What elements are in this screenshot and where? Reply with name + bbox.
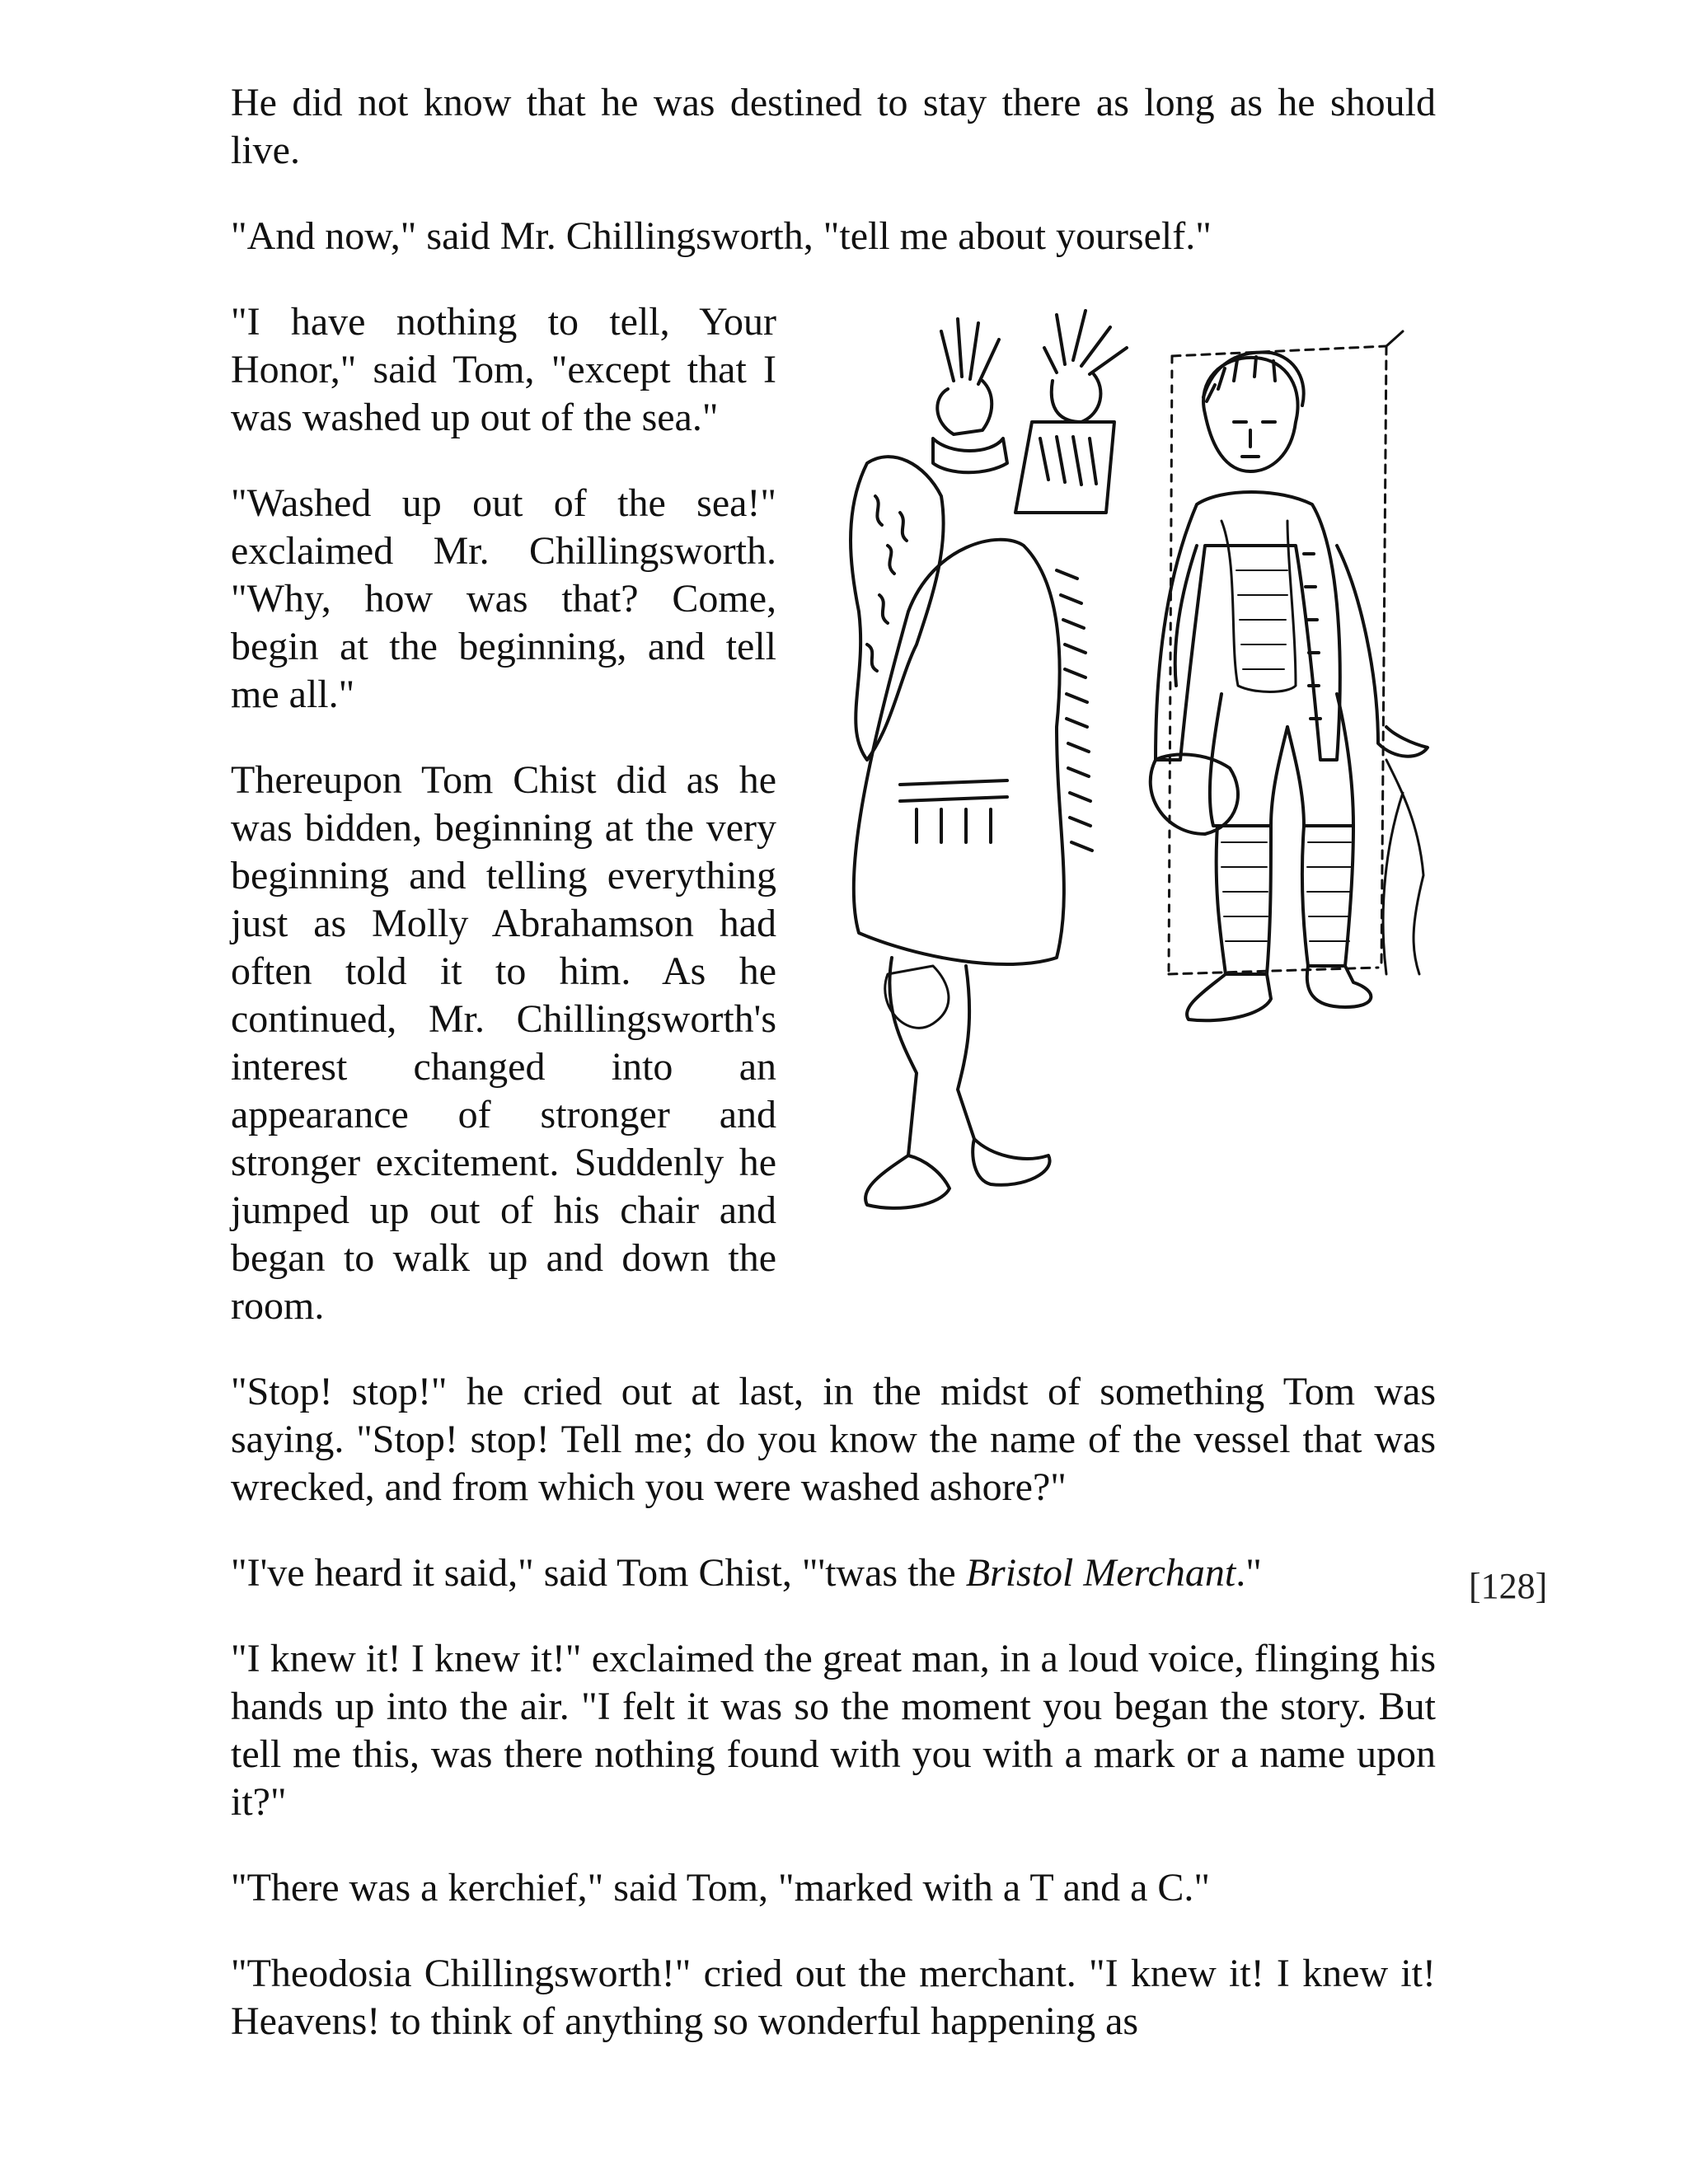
paragraph: "I have nothing to tell, Your Honor," said Tom, "except that I was washed up out of the sea." [231,300,776,439]
paragraph: "Stop! stop!" he cried out at last, in the midst of something Tom was saying. "Stop! stop! Tell me; do you know the name of the vessel that was wrecked, and from which you were washed ashore?" [231,1370,1436,1509]
paragraph: Thereupon Tom Chist did as he was bidden, beginning at the very beginning and telling everything just as Molly Abrahamson had often told it to him. As he continued, Mr. Chillingsworth's interest changed into an appearance of stronger and stronger excitement. Suddenly he jumped up out of his chair and began to walk up and down the room. [231,758,776,1328]
page-number: [128] [1469,1566,1548,1606]
paragraph: "Washed up out of the sea!" exclaimed Mr. Chillingsworth. "Why, how was that? Come, begin at the beginning, and tell me all." [231,481,776,716]
paragraph-text: ." [1236,1551,1262,1595]
paragraph-text: "I've heard it said," said Tom Chist, "'twas the [231,1551,966,1595]
page-body [231,79,1436,2083]
backdrop-cloth [1169,331,1403,974]
paragraph: "I knew it! I knew it!" exclaimed the great man, in a loud voice, flinging his hands up into the air. "I felt it was so the moment you began the story. But tell me this, was there nothing found with you with a mark or a name upon it?" [231,1637,1436,1824]
chair-edge [1383,760,1423,974]
paragraph: "Theodosia Chillingsworth!" cried out the merchant. "I knew it! I knew it! Heavens! to think of anything so wonderful happening as [231,1952,1436,2043]
merchant-figure [851,311,1127,1208]
paragraph: "There was a kerchief," said Tom, "marked with a T and a C." [231,1866,1210,1910]
ship-name: Bristol Merchant [965,1551,1236,1595]
illustration-merchant-and-tom [809,298,1436,1238]
paragraph: "And now," said Mr. Chillingsworth, "tell me about yourself." [231,214,1212,258]
paragraph [231,1549,1436,1597]
paragraph: He did not know that he was destined to stay there as long as he should live. [231,81,1436,172]
